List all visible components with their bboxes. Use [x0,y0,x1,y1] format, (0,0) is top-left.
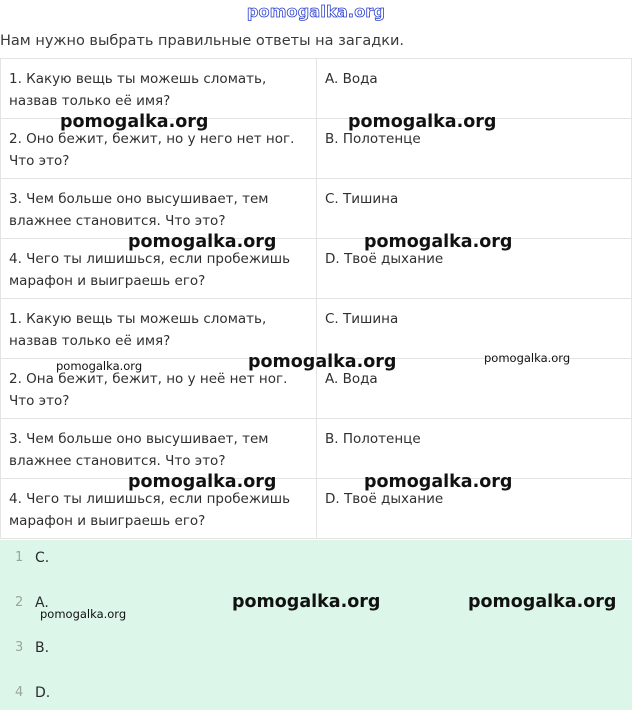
answer-list [0,540,632,710]
table-row [1,179,632,239]
answer-value: A. [35,595,49,611]
question-cell: 3. Чем больше оно высушивает, тем влажнее становится. Что это? [1,179,317,239]
table-row [1,419,632,479]
watermark: pomogalka.org [364,472,513,492]
answer-value: B. [35,640,50,656]
table-row [1,59,632,119]
intro-text: Нам нужно выбрать правильные ответы на загадки. [0,33,405,49]
answer-number: 1 [15,550,24,565]
watermark: pomogalka.org [364,232,513,252]
answer-value: C. [35,550,50,566]
answer-number: 3 [15,640,24,655]
watermark: pomogalka.org [468,592,617,612]
watermark: pomogalka.org [232,592,381,612]
watermark: pomogalka.org [128,472,277,492]
answer-cell: C. Тишина [317,179,632,239]
answer-value: D. [35,685,51,701]
question-cell: 4. Чего ты лишишься, если пробежишь марафон и выиграешь его? [1,239,317,299]
site-logo[interactable]: pomogalka.org [246,2,386,21]
answer-number: 2 [15,595,24,610]
answer-cell: B. Полотенце [317,119,632,179]
answer-cell: D. Твоё дыхание [317,239,632,299]
answer-cell: A. Вода [317,359,632,419]
answer-cell: A. Вода [317,59,632,119]
watermark: pomogalka.org [248,352,397,372]
question-cell: 4. Чего ты лишишься, если пробежишь марафон и выиграешь его? [1,479,317,539]
watermark: pomogalka.org [56,359,143,373]
table-row [1,239,632,299]
question-cell: 2. Оно бежит, бежит, но у него нет ног. Что это? [1,119,317,179]
question-cell: 2. Она бежит, бежит, но у неё нет ног. Что это? [1,359,317,419]
watermark: pomogalka.org [128,232,277,252]
question-cell: 3. Чем больше оно высушивает, тем влажнее становится. Что это? [1,419,317,479]
watermark: pomogalka.org [60,112,209,132]
watermark: pomogalka.org [40,607,127,621]
answer-cell: C. Тишина [317,299,632,359]
question-cell: 1. Какую вещь ты можешь сломать, назвав только её имя? [1,59,317,119]
watermark: pomogalka.org [348,112,497,132]
answer-cell: B. Полотенце [317,419,632,479]
answer-number: 4 [15,685,24,700]
question-cell: 1. Какую вещь ты можешь сломать, назвав только её имя? [1,299,317,359]
table-row [1,479,632,539]
answer-cell: D. Твоё дыхание [317,479,632,539]
table-row [1,299,632,359]
watermark: pomogalka.org [484,351,571,365]
